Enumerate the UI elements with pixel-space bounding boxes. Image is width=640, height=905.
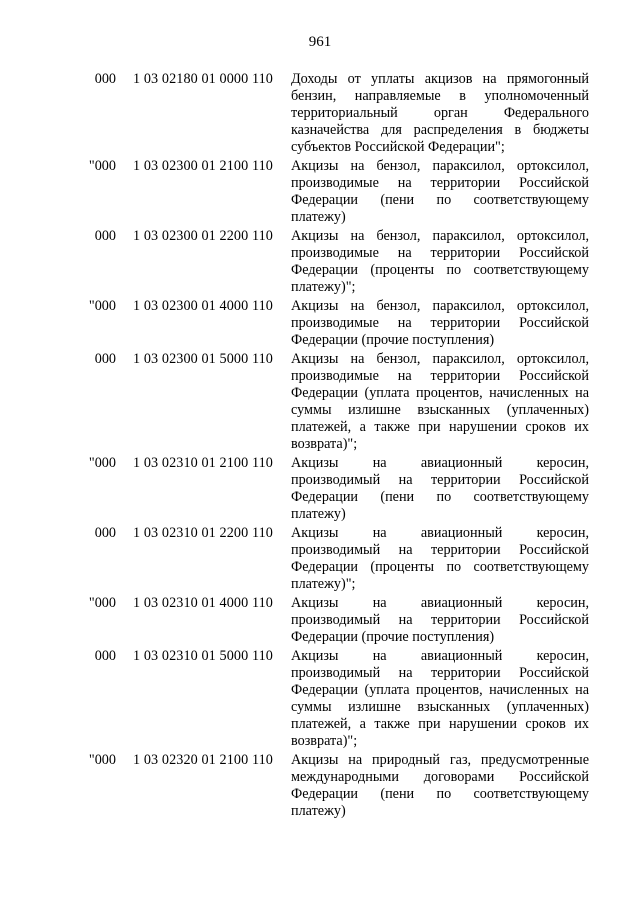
row-description: Акцизы на бензол, параксилол, ортоксилол, производимые на территории Российской Федерации (пени по соответствующему платежу) xyxy=(291,158,589,225)
budget-code: 1 03 02310 01 5000 110 xyxy=(133,648,274,664)
row-description: Акцизы на авиационный керосин, производимый на территории Российской Федерации (проценты по соответствующему платежу)"; xyxy=(291,525,589,592)
table-row xyxy=(0,71,640,156)
table-row xyxy=(0,158,640,226)
budget-code: 1 03 02310 01 4000 110 xyxy=(133,595,274,611)
admin-code: "000 xyxy=(88,752,116,768)
admin-code: 000 xyxy=(94,525,116,541)
admin-code: "000 xyxy=(88,455,116,471)
budget-code: 1 03 02310 01 2200 110 xyxy=(133,525,274,541)
budget-code: 1 03 02320 01 2100 110 xyxy=(133,752,274,768)
row-description: Акцизы на природный газ, предусмотренные международными договорами Российской Федерации (пени по соответствующему платежу) xyxy=(291,752,589,819)
admin-code: 000 xyxy=(94,351,116,367)
row-description: Акцизы на авиационный керосин, производимый на территории Российской Федерации (пени по соответствующему платежу) xyxy=(291,455,589,522)
row-description: Акцизы на бензол, параксилол, ортоксилол, производимые на территории Российской Федерации (проценты по соответствующему платежу)"; xyxy=(291,228,589,295)
admin-code: 000 xyxy=(94,228,116,244)
table-row xyxy=(0,648,640,750)
row-description: Акцизы на авиационный керосин, производимый на территории Российской Федерации (уплата процентов, начисленных на суммы излишне взысканных (уплаченных) платежей, а также при нарушении сроков их возврата)"; xyxy=(291,648,589,749)
budget-code: 1 03 02300 01 2200 110 xyxy=(133,228,274,244)
budget-code: 1 03 02300 01 2100 110 xyxy=(133,158,274,174)
table-row xyxy=(0,752,640,820)
row-description: Доходы от уплаты акцизов на прямогонный бензин, направляемые в уполномоченный территориальный орган Федерального казначейства для распределения в бюджеты субъектов Российской Федерации"; xyxy=(291,71,589,155)
table-row xyxy=(0,595,640,646)
admin-code: "000 xyxy=(88,158,116,174)
admin-code: 000 xyxy=(94,648,116,664)
table-row xyxy=(0,298,640,349)
admin-code: "000 xyxy=(88,595,116,611)
row-description: Акцизы на бензол, параксилол, ортоксилол, производимые на территории Российской Федерации (прочие поступления) xyxy=(291,298,589,348)
table-row xyxy=(0,351,640,453)
row-description: Акцизы на бензол, параксилол, ортоксилол, производимые на территории Российской Федерации (уплата процентов, начисленных на суммы излишне взысканных (уплаченных) платежей, а также при нарушении сроков их возврата)"; xyxy=(291,351,589,452)
table-row xyxy=(0,228,640,296)
budget-code: 1 03 02310 01 2100 110 xyxy=(133,455,274,471)
row-description: Акцизы на авиационный керосин, производимый на территории Российской Федерации (прочие поступления) xyxy=(291,595,589,645)
admin-code: 000 xyxy=(94,71,116,87)
table-row xyxy=(0,455,640,523)
budget-code: 1 03 02300 01 4000 110 xyxy=(133,298,274,314)
code-table xyxy=(0,71,640,822)
budget-code: 1 03 02180 01 0000 110 xyxy=(133,71,274,87)
table-row xyxy=(0,525,640,593)
budget-code: 1 03 02300 01 5000 110 xyxy=(133,351,274,367)
admin-code: "000 xyxy=(88,298,116,314)
page-number: 961 xyxy=(308,34,332,50)
